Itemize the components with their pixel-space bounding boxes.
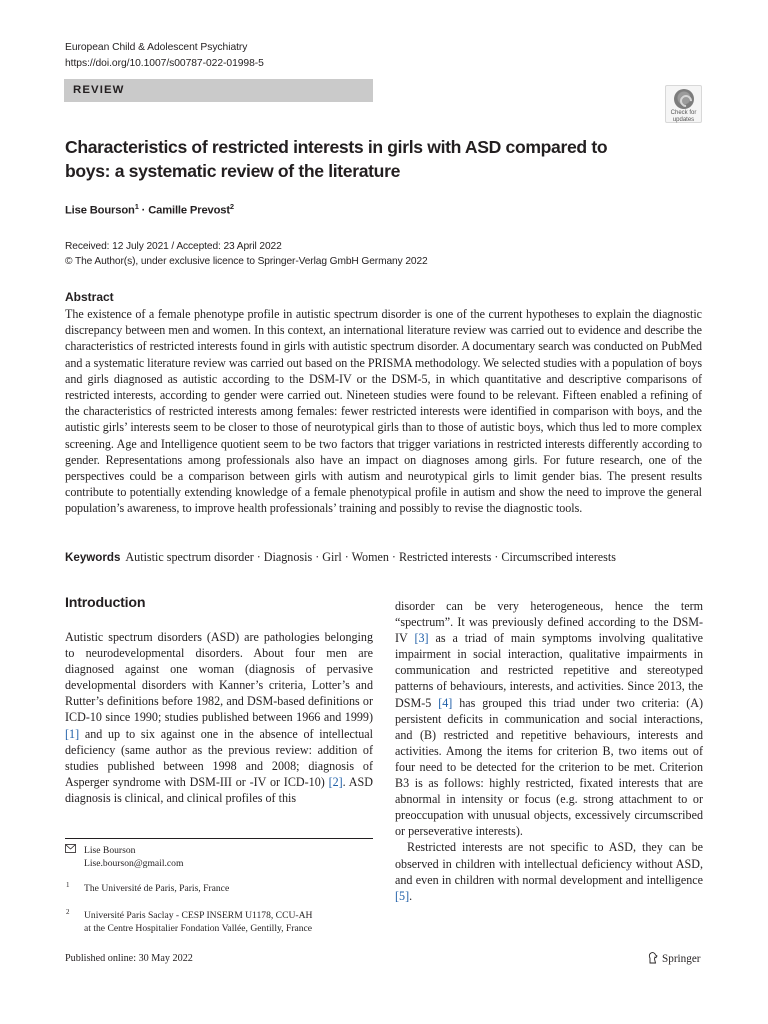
affiliation-number: 1	[66, 881, 70, 890]
author-name[interactable]: Camille Prevost	[148, 204, 230, 217]
keywords-text: Autistic spectrum disorder · Diagnosis · Girl · Women · Restricted interests · Circumscribed interests	[125, 550, 616, 564]
author-affiliation-mark: 1	[134, 202, 139, 211]
check-for-updates-badge[interactable]	[665, 85, 702, 123]
body-paragraph	[395, 598, 703, 839]
body-text: as a triad of main symptoms involving qualitative impairment in social interaction, qualitative impairments in communication and restricted repetitive and stereotyped patterns of behaviours, interests, and activities. Since 2013, the DSM-5	[395, 631, 703, 710]
introduction-right-column	[395, 598, 703, 904]
citation-link[interactable]: [2]	[328, 774, 343, 789]
doi-link[interactable]: https://doi.org/10.1007/s00787-022-01998-5	[65, 57, 264, 69]
citation-link[interactable]: [1]	[65, 726, 80, 741]
affiliation-text: Université Paris Saclay - CESP INSERM U1178, CCU-AH	[84, 909, 313, 921]
body-text: . ASD diagnosis is clinical, and clinical profiles of this	[65, 774, 373, 805]
abstract-text: The existence of a female phenotype profile in autistic spectrum disorder is one of the current hypotheses to explain the diagnostic discrepancy between men and women. In this context, an international literature review was carried out to evidence and describe the characteristics of restricted interests found in girls with autistic spectrum disorder. A documentary search was conducted on PubMed and a systematic literature review was carried out based on the PRISMA methodology. We selected studies with a population of boys and girls diagnosed as autistic according to the DSM-IV or the DSM-5, in which quantitative and descriptive comparisons of restricted interests, according to gender were carried out. Nineteen studies were found to be relevant. Fifteen enabled a refining of the characteristics of restricted interests among females: fewer restricted interests were identified in comparison with boys, and the autistic girls’ interests seem to be closer to those of neurotypical girls than to those of autistic boys, which thus led to more complex screening. Age and Intelligence quotient seem to be two factors that trigger variations in restricted interests differently according to gender. Representations among professionals also have an impact on diagnoses among girls. For future research, one of the perspectives could be a comparison between girls with autism and neurotypical girls to limit gender bias. The present results contribute to potentially extending knowledge of a female phenotypical profile in autism and show the need to improve the general population’s awareness, to improve health professionals’ training and possibly to revise the diagnostic tools.	[65, 307, 702, 516]
footnotes	[65, 844, 375, 935]
received-accepted-dates: Received: 12 July 2021 / Accepted: 23 April 2022	[65, 241, 282, 252]
keywords-label: Keywords	[65, 551, 121, 564]
affiliation-2	[65, 909, 375, 935]
body-text: and up to six against one in the absence of intellectual deficiency (same author as the previous review: addition of studies published between 1998 and 2008; diagnosis of Asperger syndrome with DSM-III or -IV or ICD-10)	[65, 726, 373, 789]
author-list	[65, 202, 234, 217]
affiliation-text: The Université de Paris, Paris, France	[84, 883, 230, 895]
abstract-heading: Abstract	[65, 290, 114, 304]
affiliation-1	[65, 882, 375, 895]
footnote-divider	[65, 838, 373, 839]
check-updates-line1: Check for	[670, 110, 697, 116]
springer-horse-icon	[646, 951, 659, 964]
affiliation-text: at the Centre Hospitalier Fondation Vallée, Gentilly, France	[84, 922, 313, 934]
article-dates	[65, 240, 428, 269]
check-updates-icon	[674, 89, 694, 109]
citation-link[interactable]: [3]	[414, 631, 429, 646]
affiliation-number: 2	[66, 907, 70, 916]
article-title: Characteristics of restricted interests in girls with ASD compared to boys: a systematic review of the literature	[65, 137, 608, 181]
corresponding-author	[65, 844, 375, 870]
body-text: has grouped this triad under two criteria: (A) persistent deficits in communication and social interactions, and (B) restricted and repetitive behaviours, interests and activities. Among the items for criterion B, two items out of four need to be detected for the criterion to be met. Criterion B3 is as follows: highly restricted, fixated interests that are abnormal in intensity or focus (e.g. strong attachment to or preoccupation with unusual objects, excessively circumscribed or perseverative interests).	[395, 695, 704, 839]
body-text: Restricted interests are not specific to ASD, they can be observed in children with intellectual deficiency without ASD, and even in children with normal development and intelligence	[395, 840, 703, 887]
author-affiliation-mark: 2	[229, 202, 234, 211]
journal-name: European Child & Adolescent Psychiatry	[65, 42, 248, 53]
body-text: disorder can be very heterogeneous, hence the term “spectrum”. It was previously defined according to the DSM-IV	[395, 599, 703, 646]
article-type-banner: REVIEW	[64, 79, 373, 102]
author-name[interactable]: Lise Bourson	[65, 204, 135, 217]
corresponding-author-email[interactable]: Lise.bourson@gmail.com	[84, 858, 184, 870]
keywords-line	[65, 549, 705, 566]
publisher-name: Springer	[662, 953, 701, 965]
body-text: Autistic spectrum disorders (ASD) are pathologies belonging to neurodevelopmental disorders. About four men are diagnosed against one woman (diagnosis of pervasive developmental disorders with Kanner’s criteria, Lotter’s and Rutter’s definitions before 1982, and DSM-based definitions or ICD-10 since 1990; studies published between 1966 and 1999)	[65, 630, 373, 725]
introduction-left-column	[65, 629, 373, 806]
envelope-icon	[65, 844, 76, 857]
check-updates-line2: updates	[672, 116, 695, 123]
introduction-heading: Introduction	[65, 595, 146, 611]
author-separator: ·	[138, 204, 149, 217]
journal-header	[65, 40, 264, 71]
copyright-line: © The Author(s), under exclusive licence to Springer-Verlag GmbH Germany 2022	[65, 255, 428, 267]
body-paragraph	[395, 839, 703, 903]
citation-link[interactable]: [4]	[438, 695, 453, 710]
corresponding-author-name: Lise Bourson	[84, 845, 136, 856]
publisher-logo	[646, 951, 701, 965]
citation-link[interactable]: [5]	[395, 888, 410, 903]
published-online-date: Published online: 30 May 2022	[65, 953, 193, 964]
body-text: .	[409, 888, 413, 903]
